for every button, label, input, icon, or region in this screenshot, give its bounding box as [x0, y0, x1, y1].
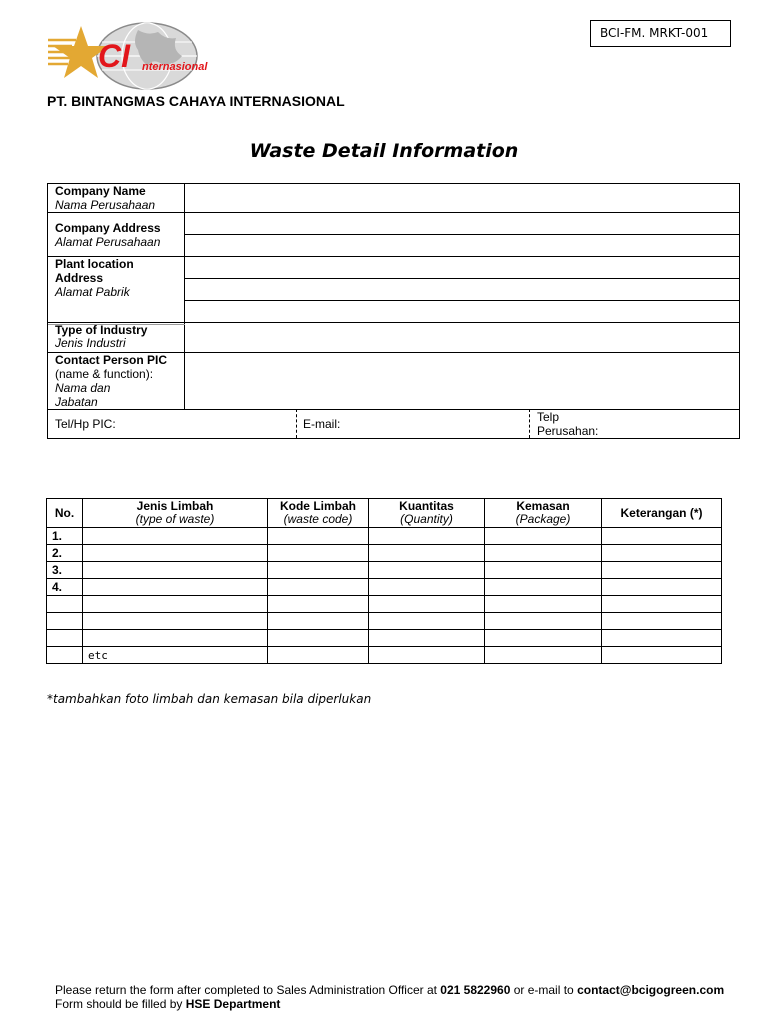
- row-divider: [48, 409, 739, 410]
- table-row: [47, 647, 722, 664]
- company-logo: [46, 20, 208, 92]
- contact-person-label: Contact Person PIC (name & function): Nama dan Jabatan: [55, 353, 168, 409]
- industry-type-label: Type of Industry Jenis Industri: [55, 323, 148, 350]
- header-waste-code: Kode Limbah (waste code): [268, 499, 369, 528]
- table-row: [47, 596, 722, 613]
- contact-row-divider: [529, 409, 530, 438]
- row-divider: [48, 256, 739, 257]
- table-row: 3.: [47, 562, 722, 579]
- company-name-label: Company Name Nama Perusahaan: [55, 184, 156, 212]
- row-divider: [48, 322, 739, 323]
- footer-instructions: [55, 983, 724, 1011]
- footer-line-2: Form should be filled by HSE Department: [55, 997, 281, 1011]
- footer-phone: 021 5822960: [440, 983, 511, 997]
- page-title: Waste Detail Information: [249, 140, 519, 162]
- label-column-divider: [184, 184, 185, 409]
- email-label: E-mail:: [303, 417, 341, 431]
- sub-row-divider: [184, 234, 739, 235]
- footer-line-1: Please return the form after completed to Sales Administration Officer at 021 5822960 or e-mail to contact@bcigogreen.com: [55, 983, 725, 997]
- waste-table: [46, 498, 722, 664]
- table-row: 1.: [47, 528, 722, 545]
- table-row: [47, 630, 722, 647]
- table-row: 2.: [47, 545, 722, 562]
- tel-pic-label: Tel/Hp PIC:: [55, 417, 116, 431]
- footer-email: contact@bcigogreen.com: [577, 983, 725, 997]
- etc-cell: etc: [83, 647, 268, 664]
- company-info-table: [47, 183, 740, 439]
- company-name-heading: PT. BINTANGMAS CAHAYA INTERNASIONAL: [47, 93, 345, 109]
- form-code-box: BCI-FM. MRKT-001: [590, 20, 731, 47]
- header-remarks: Keterangan (*): [602, 499, 722, 528]
- photo-note: *tambahkan foto limbah dan kemasan bila diperlukan: [47, 692, 372, 706]
- logo-text: CI: [98, 38, 130, 74]
- contact-row-divider: [296, 409, 297, 438]
- company-telp-label: Telp Perusahan:: [537, 410, 599, 438]
- plant-location-label: Plant location Address Alamat Pabrik: [55, 257, 134, 299]
- header-no: No.: [47, 499, 83, 528]
- sub-row-divider: [184, 278, 739, 279]
- table-row: [47, 613, 722, 630]
- waste-table-header: [47, 499, 722, 528]
- row-divider: [48, 212, 739, 213]
- header-package: Kemasan (Package): [485, 499, 602, 528]
- table-row: 4.: [47, 579, 722, 596]
- sub-row-divider: [184, 300, 739, 301]
- header-quantity: Kuantitas (Quantity): [369, 499, 485, 528]
- logo-subtext: nternasional: [142, 61, 208, 73]
- company-address-label: Company Address Alamat Perusahaan: [55, 221, 161, 249]
- footer-department: HSE Department: [185, 997, 281, 1011]
- header-waste-type: Jenis Limbah (type of waste): [83, 499, 268, 528]
